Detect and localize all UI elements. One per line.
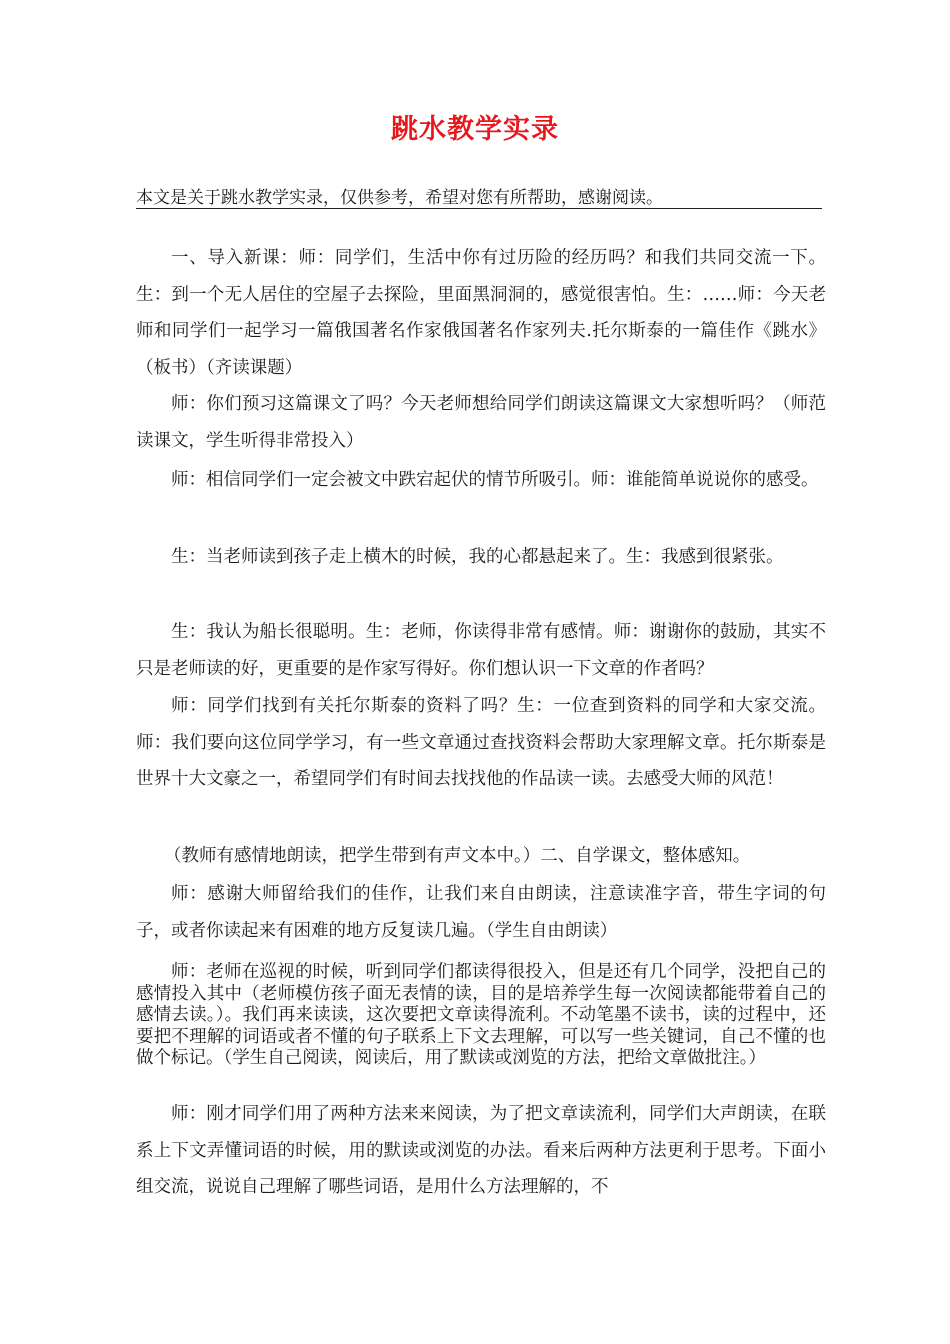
document-title: 跳水教学实录	[391, 114, 559, 145]
intro-divider	[136, 208, 822, 209]
paragraph-10: 师：刚才同学们用了两种方法来来阅读，为了把文章读流利，同学们大声朗读，在联系上下文弄懂词语的时候，用的默读或浏览的办法。看来后两种方法更利于思考。下面小组交流，说说自己理解了哪些词语，是用什么方法理解的，不	[136, 1104, 826, 1197]
intro-note: 本文是关于跳水教学实录，仅供参考，希望对您有所帮助，感谢阅读。	[136, 188, 663, 208]
paragraph-6: 师：同学们找到有关托尔斯泰的资料了吗？生：一位查到资料的同学和大家交流。师：我们要向这位同学学习，有一些文章通过查找资料会帮助大家理解文章。托尔斯泰是世界十大文豪之一，希望同学们有时间去找找他的作品读一读。去感受大师的风范！	[136, 696, 826, 789]
paragraph-7: （教师有感情地朗读，把学生带到有声文本中。）二、自学课文，整体感知。	[164, 846, 751, 866]
paragraph-4: 生：当老师读到孩子走上横木的时候，我的心都悬起来了。生：我感到很紧张。	[171, 547, 784, 567]
paragraph-3: 师：相信同学们一定会被文中跌宕起伏的情节所吸引。师：谁能简单说说你的感受。	[171, 470, 819, 490]
paragraph-1: 一、导入新课：师：同学们，生活中你有过历险的经历吗？和我们共同交流一下。生：到一个无人居住的空屋子去探险，里面黑洞洞的，感觉很害怕。生：……师：今天老师和同学们一起学习一篇俄国著名作家俄国著名作家列夫.托尔斯泰的一篇佳作《跳水》（板书）（齐读课题）	[136, 248, 826, 378]
paragraph-2: 师：你们预习这篇课文了吗？今天老师想给同学们朗读这篇课文大家想听吗？（师范读课文，学生听得非常投入）	[136, 394, 826, 451]
paragraph-5: 生：我认为船长很聪明。生：老师，你读得非常有感情。师：谢谢你的鼓励，其实不只是老师读的好，更重要的是作家写得好。你们想认识一下文章的作者吗？	[136, 622, 826, 679]
paragraph-8: 师：感谢大师留给我们的佳作，让我们来自由朗读，注意读准字音，带生字词的句子，或者你读起来有困难的地方反复读几遍。（学生自由朗读）	[136, 884, 826, 941]
paragraph-9: 师：老师在巡视的时候，听到同学们都读得很投入，但是还有几个同学，没把自己的感情投入其中（老师模仿孩子面无表情的读，目的是培养学生每一次阅读都能带着自己的感情去读。）。我们再来读读，这次要把文章读得流利。不动笔墨不读书，读的过程中，还要把不理解的词语或者不懂的句子联系上下文去理解，可以写一些关键词，自己不懂的也做个标记。（学生自己阅读，阅读后，用了默读或浏览的方法，把给文章做批注。）	[136, 962, 826, 1068]
